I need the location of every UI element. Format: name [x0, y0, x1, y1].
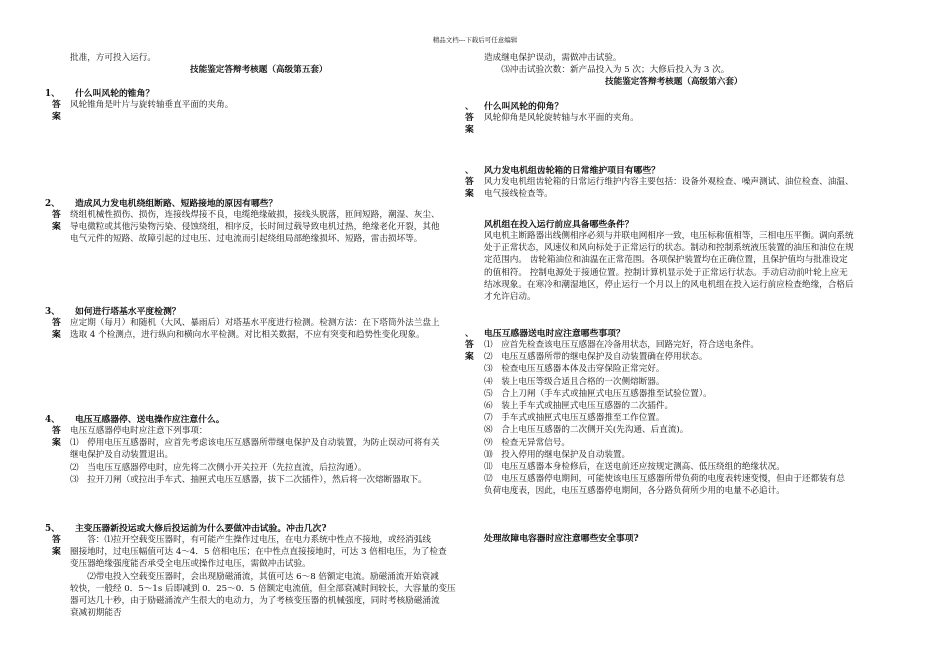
question-text: 电压互感器送电时应注意哪些事项？ [484, 329, 625, 339]
answer-label: 答 案 [465, 340, 474, 362]
answer-label: 答 案 [465, 177, 474, 199]
left-set-title: 技能鉴定答辩考核题（高级第五套） [190, 65, 328, 75]
answer-label: 答 案 [52, 535, 61, 557]
answer-label: 答 案 [52, 210, 61, 232]
right-continuation-text: 造成继电保护误动，需做冲击试验。 ⑶冲击试验次数：新产品投入为 5 次；大修后投入为 3 次。 [484, 53, 730, 76]
left-intro-text: 批准，方可投入运行。 [70, 53, 156, 63]
answer-text: 绕组机械性损伤、损伤，连接线焊接不良，电缆绝缘破损，接线头脱落，匝间短路，潮湿、灰尘、 导电微粒或其他污染物污染、侵蚀绕组，相序反，长时间过载导致电机过热，绝缘老化开裂，其他 电气元件的短路、故障引起的过电压、过电流而引起绕组局部绝缘损坏、短路，雷击损坏等。 [70, 210, 440, 245]
question-number: 3、 [45, 307, 60, 317]
question-number: 、 [465, 329, 474, 339]
answer-text: 风力发电机组齿轮箱的日常运行维护内容主要包括：设备外观检查、噪声测试、油位检查、油温、 电气接线检查等。 [484, 177, 854, 200]
question-text: 什么叫风轮的仰角？ [484, 102, 564, 112]
question-text: 主变压器新投运或大修后投运前为什么要做冲击试验。冲击几次? [75, 524, 327, 534]
answer-text: 风电机主断路器出线侧相序必须与并联电网相序一致，电压标称值相等，三相电压平衡。调向系统 处于正常状态，风速仪和风向标处于正常运行的状态。制动和控制系统液压装置的油压和油位在规 定范围内。 齿轮箱油位和油温在正常范围。各项保护装置均在正确位置，且保护值均与批准设定 的值相符。 控制电源处于接通位置。控制计算机显示处于正常运行状态。手动启动前叶轮上应无 结冰现象。在寒冷和潮湿地区，停止运行一个月以上的风电机组在投入运行前应检查绝缘，合格后 才允许启动。 [484, 231, 854, 303]
answer-text: 风轮锥角是叶片与旋转轴垂直平面的夹角。 [70, 100, 234, 110]
answer-label: 答 案 [52, 426, 61, 448]
question-text: 如何进行塔基水平度检测？ [75, 307, 181, 317]
answer-text: 答：⑴拉开空载变压器时，有可能产生操作过电压，在电力系统中性点不接地，或经消弧线 圈接地时，过电压幅值可达 4～4．5 倍相电压；在中性点直接接地时，可达 3 倍相电压，为了检查 变压器绝缘强度能否承受全电压或操作过电压，需做冲击试验。 ⑵带电投入空载变压器时，会出现励磁涌流，其值可达 6～8 倍额定电流。励磁涌流开始衰减 较快，一般经 0．5～1s 后即减到 0．25～0．5 倍额定电流值，但全部衰减时间较长，大容量的变压 器可达几十秒，由于励磁涌流产生很大的电动力，为了考核变压器的机械强度，同时考核励磁涌流 衰减初期能否 [70, 535, 456, 619]
answer-text: 应定期（每月）和随机（大风、暴雨后）对塔基水平度进行检测。检测方法：在下塔筒外法兰盘上 选取 4 个检测点，进行纵向和横向水平检测。对比相关数据，不应有突变和趋势性变化现象。 [70, 318, 440, 341]
question-text: 风力发电机组齿轮箱的日常维护项目有哪些？ [484, 166, 660, 176]
answer-label: 答 案 [465, 113, 474, 135]
answer-label: 答 案 [52, 318, 61, 340]
question-number: 、 [465, 166, 474, 176]
question-number: 4、 [45, 415, 60, 425]
question-text: 风机组在投入运行前应具备哪些条件？ [484, 220, 634, 230]
answer-label: 答 案 [52, 100, 61, 122]
question-text: 电压互感器停、送电操作应注意什么。 [75, 415, 225, 425]
question-number: 5、 [45, 524, 60, 534]
answer-text: ⑴ 应首先检查该电压互感器在冷备用状态，回路完好，符合送电条件。 ⑵ 电压互感器所带的继电保护及自动装置确在停用状态。 ⑶ 检查电压互感器本体及击穿保险正常完好。 ⑷ 装上电压等级合适且合格的一次侧熔断器。 ⑸ 合上刀闸（手车式或抽匣式电压互感器推至试验位置）。 ⑹ 装上手车式或抽匣式电压互感器的二次插件。 ⑺ 手车式或抽匣式电压互感器推至工作位置。 ⑻ 合上电压互感器的二次侧开关(先沟通、后直流)。 ⑼ 检查无异常信号。 ⑽ 投入停用的继电保护及自动装置。 ⑾ 电压互感器本身检修后，在送电前还应按规定测高、低压绕组的绝缘状况。 ⑿ 电压互感器停电期间，可能使该电压互感器所带负荷的电度表转速变慢，但由于还都装有总 负荷电度表，因此，电压互感器停电期间，各分路负荷所少用的电量不必追计。 [484, 340, 845, 497]
question-text: 什么叫风轮的锥角？ [75, 89, 155, 99]
question-number: 、 [465, 102, 474, 112]
answer-text: 风轮仰角是风轮旋转轴与水平面的夹角。 [484, 113, 639, 123]
answer-text: 电压互感器停电时应注意下列事项： ⑴ 停用电压互感器时，应首先考虑该电压互感器所带继电保护及自动装置，为防止误动可将有关 继电保护及自动装置退出。 ⑵ 当电压互感器停电时，应先将二次侧小开关拉开（先拉直流，后拉沟通）。 ⑶ 拉开刀闸（或拉出手车式、抽匣式电压互感器，拔下二次插件），然后将一次熔断器取下。 [70, 426, 440, 485]
question-number: 1、 [45, 89, 60, 99]
page-header: 精品文档---下载后可任意编辑 [432, 36, 518, 44]
question-number: 2、 [45, 199, 60, 209]
right-set-title: 技能鉴定答辩考核题（高级第六套） [605, 77, 743, 87]
question-text: 处理故障电容器时应注意哪些安全事项? [484, 534, 639, 544]
question-text: 造成风力发电机绕组断路、短路接地的原因有哪些？ [75, 199, 278, 209]
